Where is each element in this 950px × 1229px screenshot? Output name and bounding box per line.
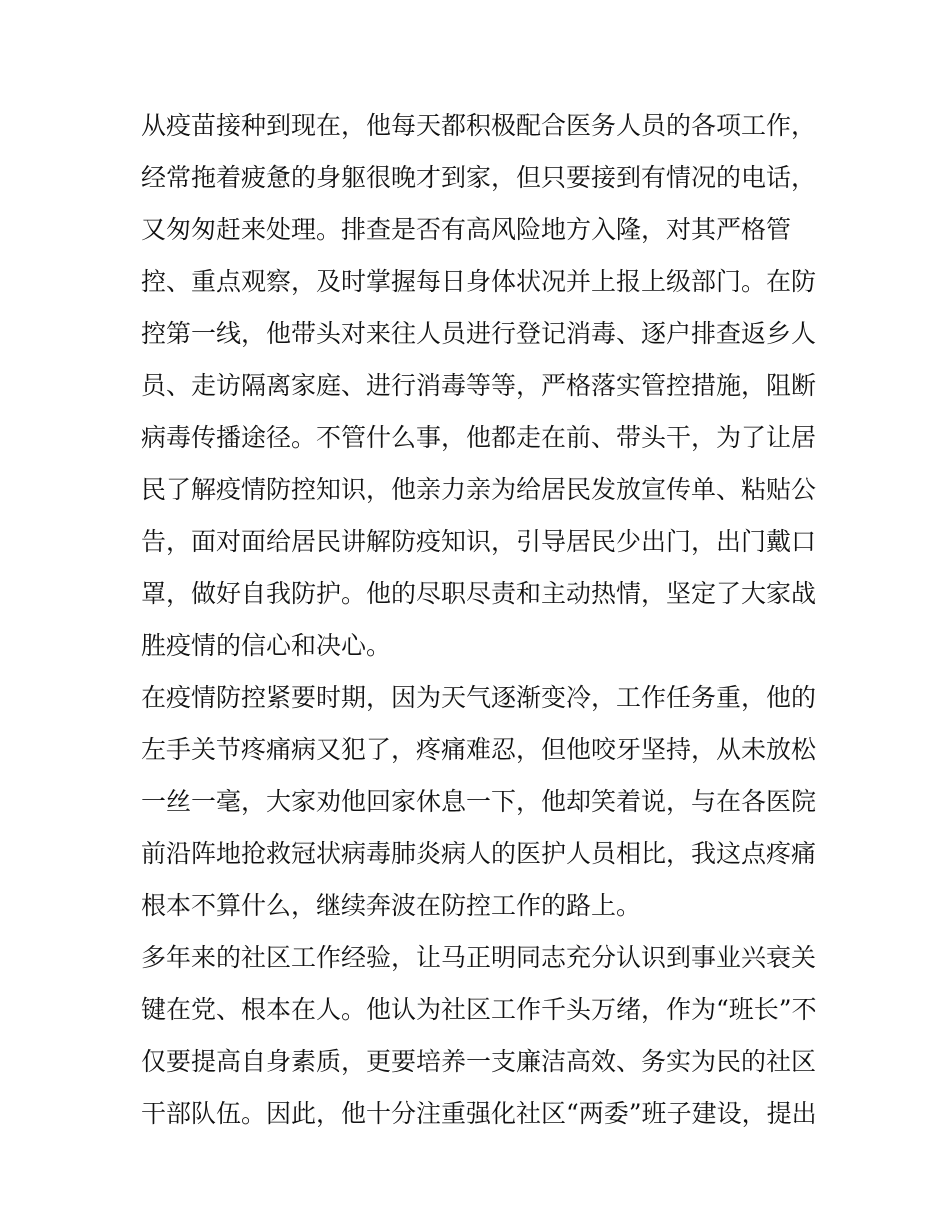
text-line: 干部队伍。因此，他十分注重强化社区“两委”班子建设，提出 xyxy=(141,1099,817,1128)
text-line: 病毒传播途径。不管什么事，他都走在前、带头干，为了让居 xyxy=(141,423,817,452)
text-line: 民了解疫情防控知识，他亲力亲为给居民发放宣传单、粘贴公 xyxy=(141,475,817,504)
text-line: 经常拖着疲惫的身躯很晚才到家，但只要接到有情况的电话， xyxy=(141,163,817,192)
text-line: 又匆匆赶来处理。排查是否有高风险地方入隆，对其严格管 xyxy=(141,215,792,244)
text-line: 仅要提高自身素质，更要培养一支廉洁高效、务实为民的社区 xyxy=(141,1047,817,1076)
text-line: 罩，做好自我防护。他的尽职尽责和主动热情，坚定了大家战 xyxy=(141,579,817,608)
text-line: 告，面对面给居民讲解防疫知识，引导居民少出门，出门戴口 xyxy=(141,527,817,556)
text-line: 员、走访隔离家庭、进行消毒等等，严格落实管控措施，阻断 xyxy=(141,371,817,400)
text-line: 键在党、根本在人。他认为社区工作千头万绪，作为“班长”不 xyxy=(141,995,817,1024)
text-line: 多年来的社区工作经验，让马正明同志充分认识到事业兴衰关 xyxy=(141,943,817,972)
text-line: 从疫苗接种到现在，他每天都积极配合医务人员的各项工作， xyxy=(141,111,817,140)
text-line: 一丝一毫，大家劝他回家休息一下，他却笑着说，与在各医院 xyxy=(141,787,817,816)
text-line: 前沿阵地抢救冠状病毒肺炎病人的医护人员相比，我这点疼痛 xyxy=(141,839,817,868)
text-line: 控、重点观察，及时掌握每日身体状况并上报上级部门。在防 xyxy=(141,267,817,296)
text-line: 控第一线，他带头对来往人员进行登记消毒、逐户排查返乡人 xyxy=(141,319,817,348)
text-line: 在疫情防控紧要时期，因为天气逐渐变冷，工作任务重，他的 xyxy=(141,683,817,712)
body-text xyxy=(141,100,821,1140)
text-line: 胜疫情的信心和决心。 xyxy=(141,631,392,660)
text-line: 根本不算什么，继续奔波在防控工作的路上。 xyxy=(141,891,642,920)
text-line: 左手关节疼痛病又犯了，疼痛难忍，但他咬牙坚持，从未放松 xyxy=(141,735,817,764)
